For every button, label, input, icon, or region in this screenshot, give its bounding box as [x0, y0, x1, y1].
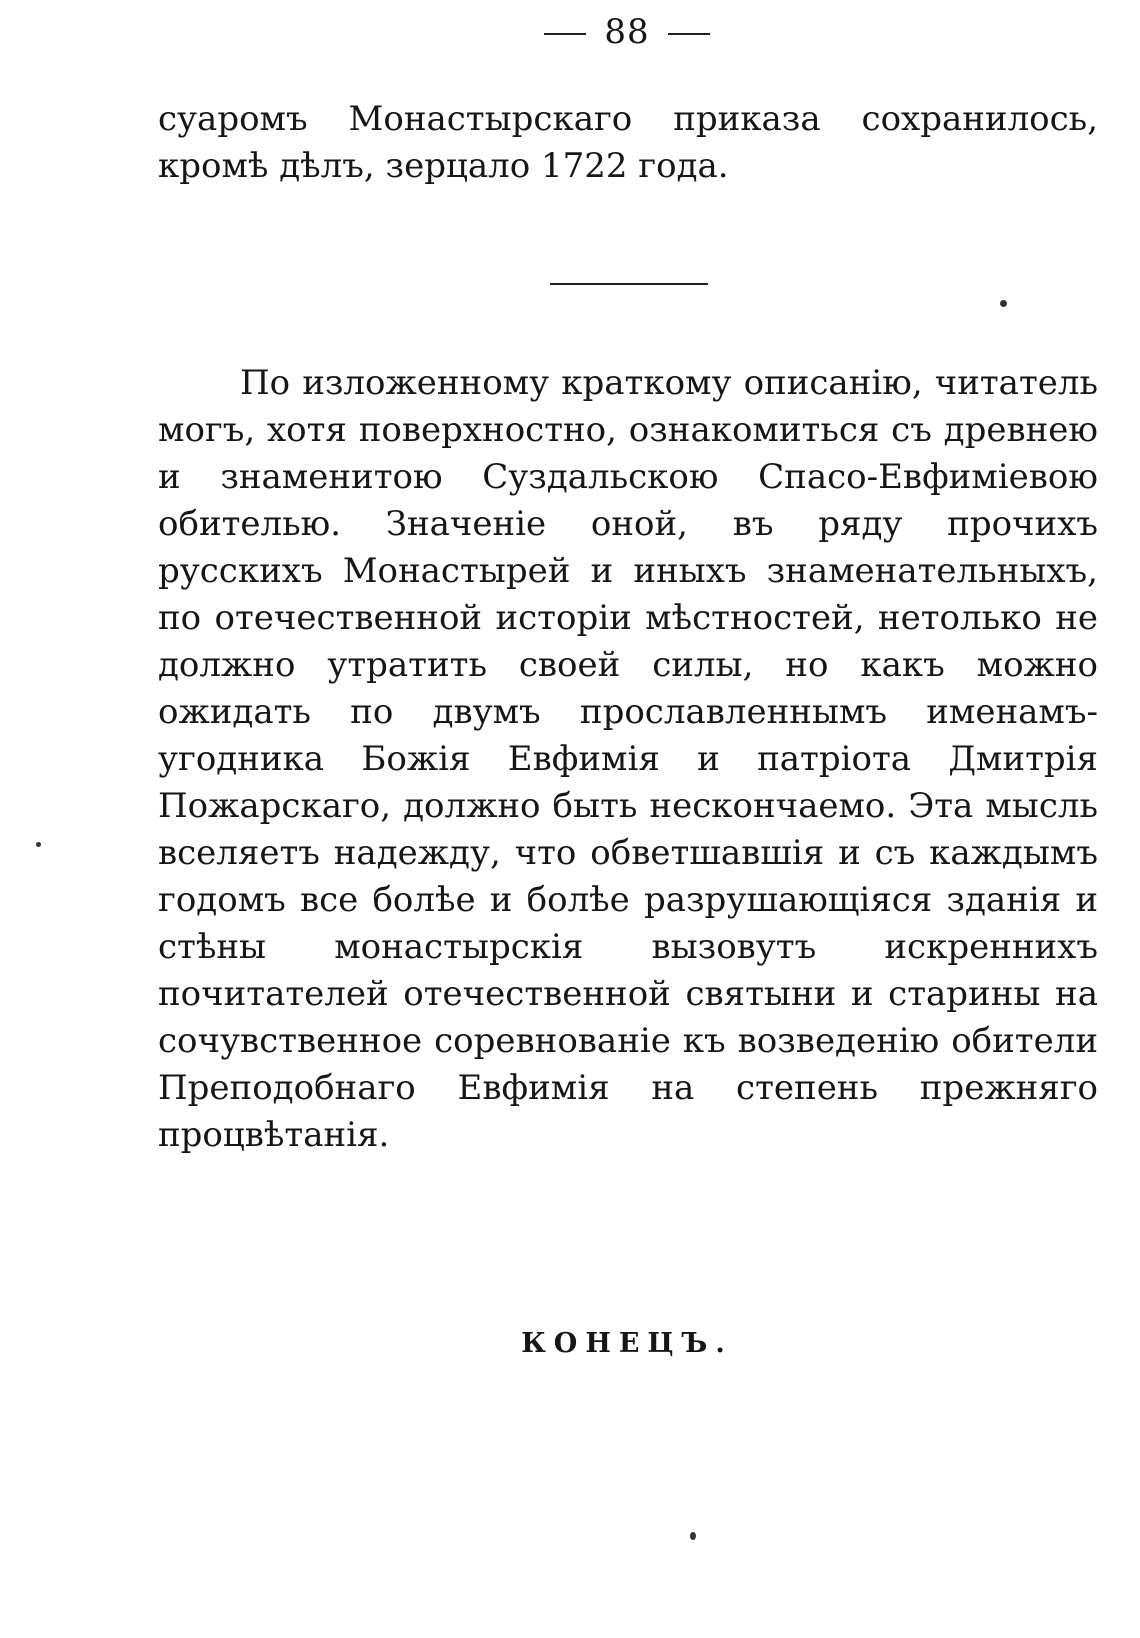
- left-dash-decoration: [544, 33, 586, 35]
- right-dash-decoration: [668, 33, 710, 35]
- page-number-value: 88: [604, 12, 650, 52]
- page-number: [0, 12, 1140, 52]
- main-paragraph: По изложенному краткому описанію, читатель могъ, хотя поверхностно, ознакомиться съ древнею и знаменитою Суздальскою Спасо-Евфиміевою обителью. Значеніе оной, въ ряду прочихъ русскихъ Монастырей и иныхъ знаменательныхъ, по отечественной исторіи мѣстностей, нетолько не должно утратить своей силы, но какъ можно ожидать по двумъ прославленнымъ именамъ-угодника Божія Евфимія и патріота Дмитрія Пожарскаго, должно быть нескончаемо. Эта мысль вселяетъ надежду, что обветшавшія и съ каждымъ годомъ все болѣе и болѣе разрушающіяся зданія и стѣны монастырскія вызовутъ искреннихъ почитателей отечественной святыни и старины на сочувственное соревнованіе къ возведенію обители Преподобнаго Евфимія на степень прежняго процвѣтанія.: [158, 363, 1098, 1155]
- end-label: КОНЕЦЪ.: [521, 1328, 733, 1359]
- section-divider: [550, 283, 708, 285]
- ink-speck: [36, 842, 41, 847]
- continuation-text: суаромъ Монастырскаго приказа сохранилось, кромѣ дѣлъ, зерцало 1722 года.: [158, 99, 1098, 186]
- ink-speck: [690, 1532, 696, 1540]
- ink-speck: [1000, 300, 1007, 307]
